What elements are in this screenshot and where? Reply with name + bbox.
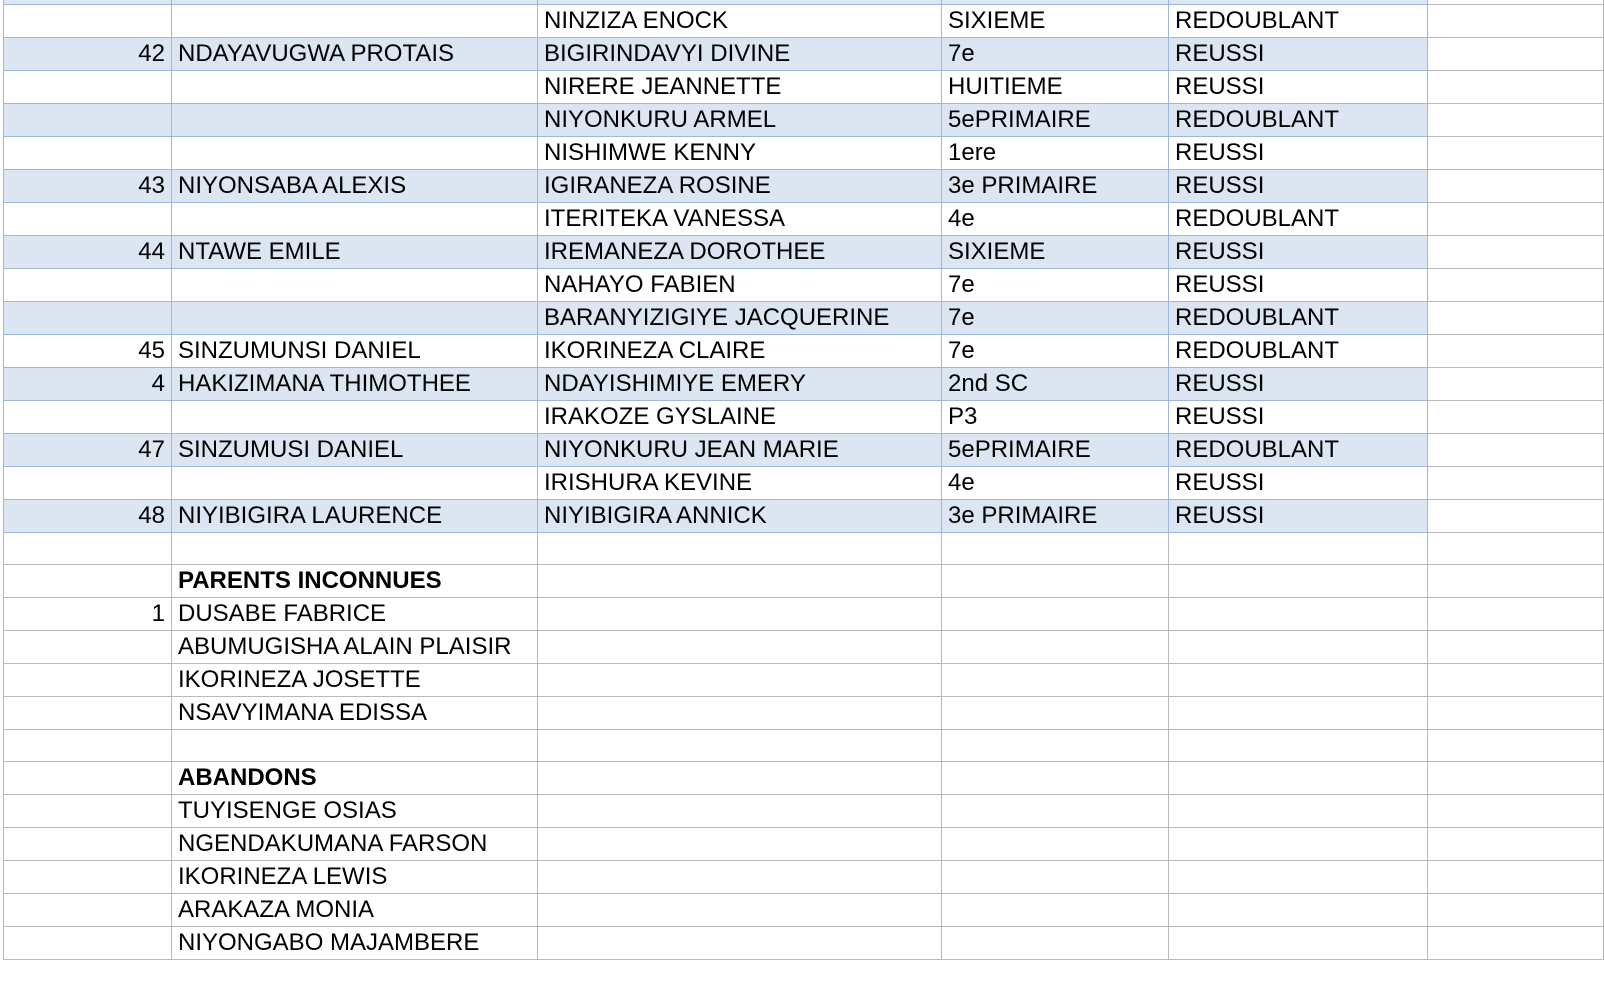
cell-child-name[interactable]: NIYIBIGIRA ANNICK [538,500,942,533]
cell-class-level[interactable]: HUITIEME [942,71,1169,104]
cell-result-status[interactable]: REUSSI [1169,38,1428,71]
cell-child-name[interactable]: IKORINEZA CLAIRE [538,335,942,368]
cell-empty[interactable] [1169,664,1428,697]
cell-name[interactable]: NIYONGABO MAJAMBERE [172,927,538,960]
table-row [4,269,1604,302]
cell-number[interactable] [4,664,172,697]
cell-empty[interactable] [1428,565,1604,598]
cell-number[interactable] [4,631,172,664]
cell-class-level[interactable]: SIXIEME [942,236,1169,269]
cell-empty[interactable] [1428,927,1604,960]
cell-empty[interactable] [942,795,1169,828]
cell-class-level[interactable]: 7e [942,302,1169,335]
cell-parent-name[interactable] [172,5,538,38]
cell-result-status[interactable]: REDOUBLANT [1169,203,1428,236]
cell-child-name[interactable]: NAHAYO FABIEN [538,269,942,302]
cell-empty[interactable] [1428,236,1604,269]
cell-child-name[interactable]: NIYONKURU JEAN MARIE [538,434,942,467]
table-row [4,236,1604,269]
spreadsheet-grid [3,0,1604,960]
cell-empty[interactable] [1428,664,1604,697]
cell-number[interactable] [4,401,172,434]
cell-class-level[interactable]: 1ere [942,137,1169,170]
cell-empty[interactable] [1169,762,1428,795]
cell-parent-name[interactable]: SINZUMUNSI DANIEL [172,335,538,368]
cell-empty[interactable] [1428,38,1604,71]
list-row [4,861,1604,894]
cell-class-level[interactable]: 3e PRIMAIRE [942,500,1169,533]
cell-result-status[interactable]: REUSSI [1169,500,1428,533]
cell-empty[interactable] [1169,697,1428,730]
cell-class-level[interactable]: 2nd SC [942,368,1169,401]
spreadsheet-body [4,0,1604,960]
cell-class-level[interactable]: 5ePRIMAIRE [942,104,1169,137]
cell-empty[interactable] [538,565,942,598]
cell-empty[interactable] [1428,795,1604,828]
cell-result-status[interactable]: REDOUBLANT [1169,335,1428,368]
cell-result-status[interactable]: REUSSI [1169,467,1428,500]
cell-child-name[interactable]: IGIRANEZA ROSINE [538,170,942,203]
cell-child-name[interactable]: BIGIRINDAVYI DIVINE [538,38,942,71]
cell-empty[interactable] [942,565,1169,598]
table-row [4,38,1604,71]
cell-empty[interactable] [1428,269,1604,302]
cell-empty[interactable] [1428,533,1604,565]
cell-class-level[interactable]: 7e [942,335,1169,368]
cell-empty[interactable] [1169,533,1428,565]
cell-number[interactable] [4,828,172,861]
cell-number[interactable] [4,104,172,137]
cell-name[interactable]: IKORINEZA LEWIS [172,861,538,894]
cell-empty[interactable] [538,894,942,927]
cell-empty[interactable] [1428,5,1604,38]
cell-section-title[interactable]: ABANDONS [172,762,538,795]
cell-empty[interactable] [1428,697,1604,730]
cell-empty[interactable] [942,533,1169,565]
cell-empty[interactable] [942,631,1169,664]
cell-parent-name[interactable] [172,71,538,104]
table-row [4,203,1604,236]
cell-empty[interactable] [942,598,1169,631]
cell-empty[interactable] [1169,861,1428,894]
list-row [4,697,1604,730]
cell-empty[interactable] [1428,730,1604,762]
cell-class-level[interactable]: P3 [942,401,1169,434]
cell-empty[interactable] [538,762,942,795]
table-row [4,170,1604,203]
table-row [4,71,1604,104]
list-row [4,664,1604,697]
cell-number[interactable] [4,861,172,894]
section-header-row [4,565,1604,598]
cell-empty[interactable] [538,927,942,960]
cell-number[interactable]: 45 [4,335,172,368]
cell-empty[interactable] [1169,598,1428,631]
cell-parent-name[interactable]: SINZUMUSI DANIEL [172,434,538,467]
cell-number[interactable]: 1 [4,598,172,631]
cell-empty[interactable] [1428,302,1604,335]
cell-empty[interactable] [538,861,942,894]
table-row [4,137,1604,170]
cell-empty[interactable] [538,631,942,664]
cell-class-level[interactable]: SIXIEME [942,5,1169,38]
table-row [4,500,1604,533]
cell-parent-name[interactable]: NIYONSABA ALEXIS [172,170,538,203]
section-header-row [4,762,1604,795]
cell-empty[interactable] [1169,730,1428,762]
cell-empty[interactable] [538,828,942,861]
cell-empty[interactable] [1428,894,1604,927]
cell-empty[interactable] [1169,828,1428,861]
cell-number[interactable] [4,795,172,828]
cell-parent-name[interactable] [172,467,538,500]
cell-empty[interactable] [1169,631,1428,664]
cell-empty[interactable] [942,730,1169,762]
list-row [4,927,1604,960]
cell-empty[interactable] [942,894,1169,927]
cell-empty[interactable] [1428,500,1604,533]
cell-number[interactable]: 44 [4,236,172,269]
cell-parent-name[interactable]: NIYIBIGIRA LAURENCE [172,500,538,533]
list-row [4,533,1604,565]
cell-number[interactable] [4,269,172,302]
list-row [4,598,1604,631]
cell-parent-name[interactable] [172,302,538,335]
cell-number[interactable] [4,533,172,565]
cell-result-status[interactable]: REUSSI [1169,269,1428,302]
cell-number[interactable] [4,5,172,38]
list-row [4,828,1604,861]
table-row [4,5,1604,38]
cell-empty[interactable] [1428,434,1604,467]
cell-child-name[interactable]: NIYONKURU ARMEL [538,104,942,137]
cell-empty[interactable] [538,598,942,631]
cell-empty[interactable] [1169,565,1428,598]
cell-result-status[interactable]: REDOUBLANT [1169,302,1428,335]
cell-parent-name[interactable] [172,137,538,170]
cell-empty[interactable] [1428,203,1604,236]
cell-empty[interactable] [538,664,942,697]
cell-result-status[interactable]: REDOUBLANT [1169,434,1428,467]
cell-number[interactable] [4,71,172,104]
cell-child-name[interactable]: ITERITEKA VANESSA [538,203,942,236]
cell-number[interactable]: 47 [4,434,172,467]
cell-class-level[interactable]: 3e PRIMAIRE [942,170,1169,203]
cell-empty[interactable] [1428,861,1604,894]
list-row [4,894,1604,927]
cell-empty[interactable] [1428,368,1604,401]
cell-empty[interactable] [1428,137,1604,170]
cell-name[interactable] [172,730,538,762]
cell-empty[interactable] [1428,631,1604,664]
cell-empty[interactable] [942,927,1169,960]
cell-number[interactable] [4,565,172,598]
cell-empty[interactable] [1169,894,1428,927]
cell-name[interactable]: ARAKAZA MONIA [172,894,538,927]
cell-empty[interactable] [942,697,1169,730]
cell-section-title[interactable]: PARENTS INCONNUES [172,565,538,598]
cell-number[interactable] [4,467,172,500]
table-row [4,335,1604,368]
list-row [4,730,1604,762]
cell-number[interactable]: 48 [4,500,172,533]
cell-parent-name[interactable] [172,104,538,137]
cell-child-name[interactable]: NINZIZA ENOCK [538,5,942,38]
list-row [4,631,1604,664]
cell-result-status[interactable]: REUSSI [1169,368,1428,401]
cell-empty[interactable] [942,664,1169,697]
cell-empty[interactable] [1428,401,1604,434]
table-row [4,467,1604,500]
cell-parent-name[interactable] [172,203,538,236]
cell-parent-name[interactable] [172,401,538,434]
cell-empty[interactable] [1428,335,1604,368]
table-row [4,104,1604,137]
cell-child-name[interactable]: NDAYISHIMIYE EMERY [538,368,942,401]
cell-class-level[interactable]: 4e [942,467,1169,500]
cell-empty[interactable] [1428,467,1604,500]
cell-empty[interactable] [538,795,942,828]
cell-empty[interactable] [1169,927,1428,960]
table-row [4,401,1604,434]
cell-parent-name[interactable]: HAKIZIMANA THIMOTHEE [172,368,538,401]
cell-empty[interactable] [538,697,942,730]
list-row [4,795,1604,828]
cell-result-status[interactable]: REDOUBLANT [1169,104,1428,137]
cell-empty[interactable] [942,762,1169,795]
cell-number[interactable] [4,203,172,236]
cell-result-status[interactable]: REUSSI [1169,137,1428,170]
cell-empty[interactable] [942,861,1169,894]
cell-result-status[interactable]: REUSSI [1169,170,1428,203]
cell-child-name[interactable]: BARANYIZIGIYE JACQUERINE [538,302,942,335]
cell-number[interactable]: 42 [4,38,172,71]
cell-empty[interactable] [1428,598,1604,631]
cell-empty[interactable] [1169,795,1428,828]
cell-empty[interactable] [1428,170,1604,203]
cell-child-name[interactable]: IREMANEZA DOROTHEE [538,236,942,269]
cell-child-name[interactable]: IRAKOZE GYSLAINE [538,401,942,434]
cell-class-level[interactable]: 7e [942,38,1169,71]
cell-parent-name[interactable] [172,269,538,302]
cell-number[interactable] [4,927,172,960]
cell-name[interactable]: DUSABE FABRICE [172,598,538,631]
cell-class-level[interactable]: 4e [942,203,1169,236]
cell-number[interactable] [4,894,172,927]
cell-empty[interactable] [1428,71,1604,104]
cell-class-level[interactable]: 7e [942,269,1169,302]
cell-number[interactable] [4,730,172,762]
cell-name[interactable] [172,533,538,565]
cell-child-name[interactable]: NISHIMWE KENNY [538,137,942,170]
cell-result-status[interactable]: REUSSI [1169,236,1428,269]
cell-number[interactable] [4,762,172,795]
cell-number[interactable] [4,697,172,730]
cell-empty[interactable] [1428,104,1604,137]
cell-parent-name[interactable]: NDAYAVUGWA PROTAIS [172,38,538,71]
cell-empty[interactable] [538,533,942,565]
cell-number[interactable]: 43 [4,170,172,203]
cell-empty[interactable] [942,828,1169,861]
cell-result-status[interactable]: REDOUBLANT [1169,5,1428,38]
cell-class-level[interactable]: 5ePRIMAIRE [942,434,1169,467]
cell-number[interactable] [4,302,172,335]
table-row [4,368,1604,401]
cell-empty[interactable] [1428,762,1604,795]
cell-name[interactable]: NGENDAKUMANA FARSON [172,828,538,861]
cell-name[interactable]: IKORINEZA JOSETTE [172,664,538,697]
table-row [4,302,1604,335]
cell-empty[interactable] [1428,828,1604,861]
cell-child-name[interactable]: IRISHURA KEVINE [538,467,942,500]
cell-name[interactable]: NSAVYIMANA EDISSA [172,697,538,730]
cell-result-status[interactable]: REUSSI [1169,71,1428,104]
cell-name[interactable]: TUYISENGE OSIAS [172,795,538,828]
cell-child-name[interactable]: NIRERE JEANNETTE [538,71,942,104]
cell-result-status[interactable]: REUSSI [1169,401,1428,434]
table-row [4,434,1604,467]
cell-parent-name[interactable]: NTAWE EMILE [172,236,538,269]
cell-name[interactable]: ABUMUGISHA ALAIN PLAISIR [172,631,538,664]
cell-number[interactable] [4,137,172,170]
cell-number[interactable]: 4 [4,368,172,401]
cell-empty[interactable] [538,730,942,762]
